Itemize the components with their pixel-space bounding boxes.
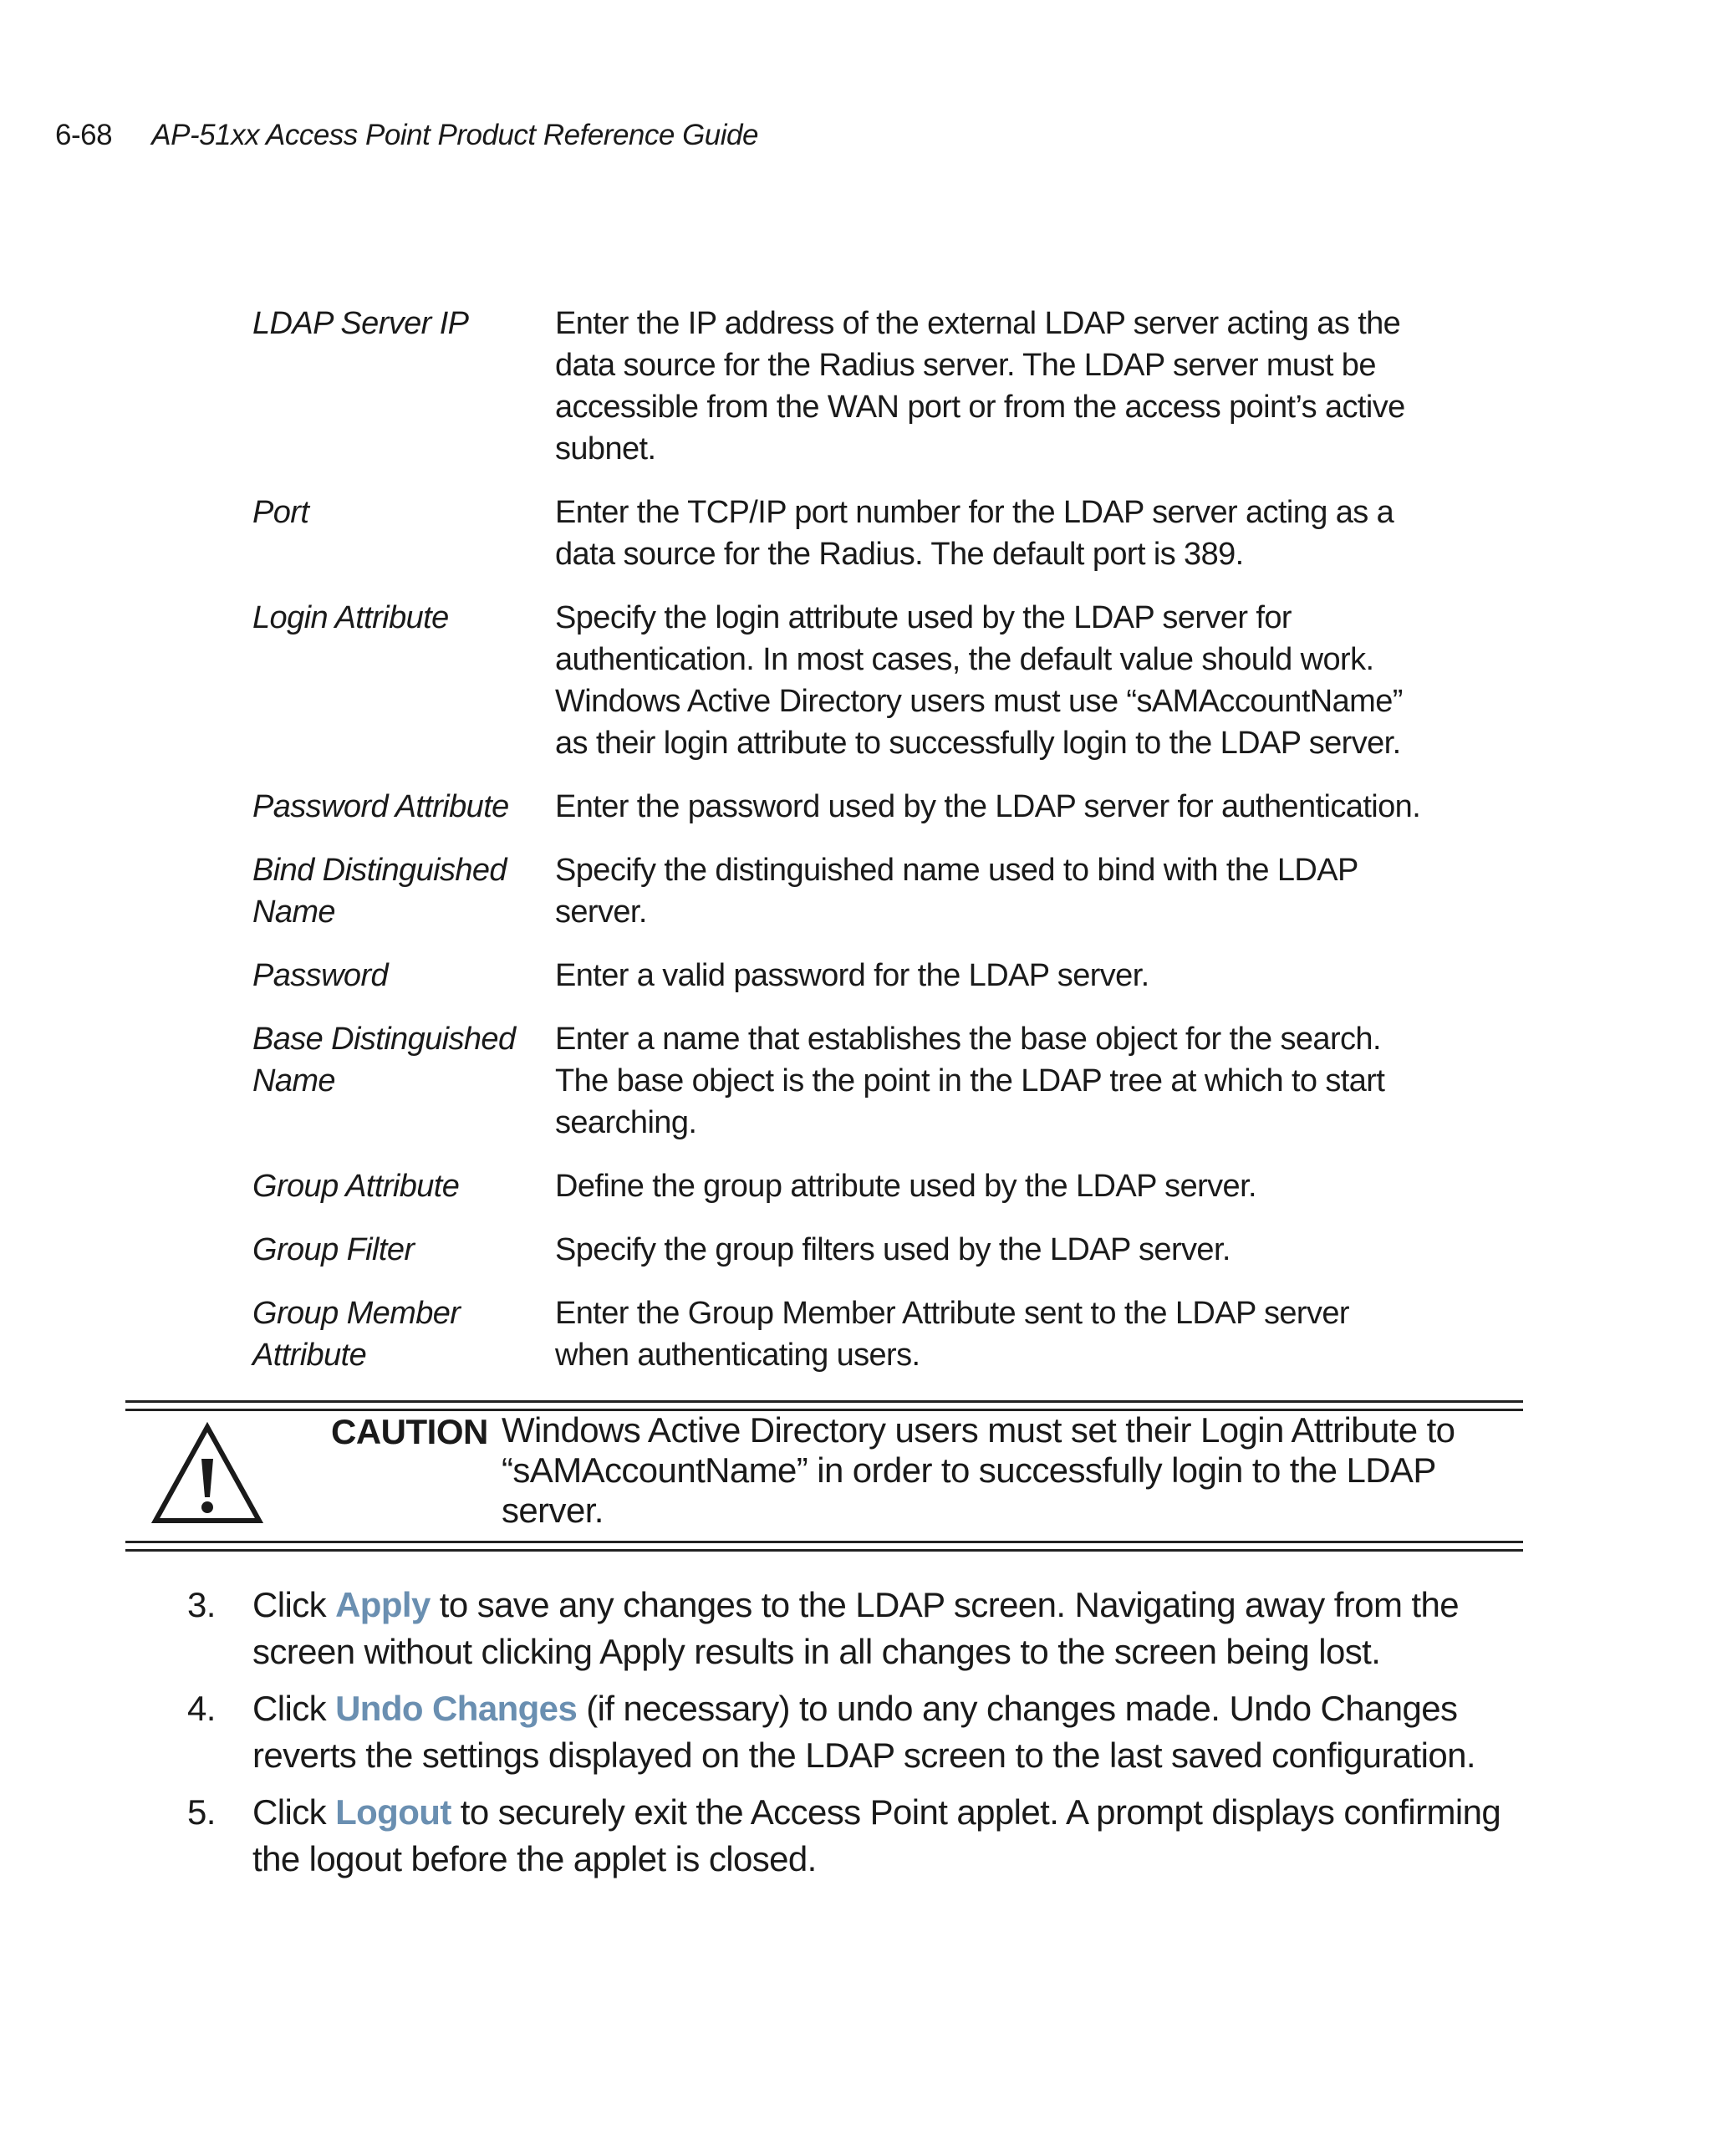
definition-term: Password <box>252 958 389 993</box>
procedure-steps <box>187 1582 1541 1893</box>
definition-term: Group Filter <box>252 1232 415 1267</box>
definition-row <box>252 303 1439 470</box>
definition-term: Group Member Attribute <box>252 1296 461 1373</box>
caution-box <box>125 1400 1523 1551</box>
step-item <box>187 1789 1541 1883</box>
step-text <box>252 1582 1540 1675</box>
step-text <box>252 1685 1540 1779</box>
step-rest: to save any changes to the LDAP screen. Navigating away from the screen without clicking Apply results in all changes to the screen being lost. <box>252 1585 1460 1671</box>
caution-top-rule <box>125 1400 1523 1403</box>
step-number: 5. <box>187 1792 216 1832</box>
warning-triangle-icon <box>150 1422 264 1526</box>
definition-description: Enter the IP address of the external LDAP server acting as the data source for the Radius server. The LDAP server must be accessible from the WAN port or from the access point’s active subnet. <box>555 306 1405 466</box>
definition-row <box>252 1018 1439 1144</box>
undo-changes-term: Undo Changes <box>335 1689 578 1728</box>
step-item <box>187 1582 1541 1675</box>
guide-title: AP-51xx Access Point Product Reference Guide <box>151 119 758 151</box>
step-number: 4. <box>187 1689 216 1728</box>
page-number: 6-68 <box>55 119 113 151</box>
apply-term: Apply <box>335 1585 431 1624</box>
caution-label: CAUTION <box>331 1412 488 1451</box>
step-prefix: Click <box>252 1585 336 1624</box>
definition-row <box>252 492 1439 575</box>
definition-term: Base Distinguished Name <box>252 1022 516 1098</box>
page-header <box>55 119 758 152</box>
definition-row <box>252 597 1439 764</box>
caution-text: Windows Active Directory users must set their Login Attribute to “sAMAccountName” in order to successfully login to the LDAP server. <box>502 1410 1455 1530</box>
definition-table <box>252 303 1439 1398</box>
definition-term: Password Attribute <box>252 789 509 824</box>
definition-description: Specify the login attribute used by the LDAP server for authentication. In most cases, the default value should work. Windows Active Directory users must use “sAMAccountName” as their login attribute to successfully login to the LDAP server. <box>555 600 1403 761</box>
definition-description: Specify the distinguished name used to bind with the LDAP server. <box>555 853 1358 930</box>
definition-row <box>252 1165 1439 1207</box>
definition-term: Group Attribute <box>252 1169 460 1204</box>
step-item <box>187 1685 1541 1779</box>
definition-term: Bind Distinguished Name <box>252 853 507 930</box>
definition-row <box>252 1292 1439 1376</box>
definition-description: Enter the Group Member Attribute sent to the LDAP server when authenticating users. <box>555 1296 1349 1373</box>
caution-bottom-rule <box>125 1541 1523 1543</box>
definition-term: Login Attribute <box>252 600 449 635</box>
step-rest: (if necessary) to undo any changes made. Undo Changes reverts the settings displayed on the LDAP screen to the last saved configuration. <box>252 1689 1475 1775</box>
logout-term: Logout <box>335 1792 451 1832</box>
step-rest: to securely exit the Access Point applet. A prompt displays confirming the logout before the applet is closed. <box>252 1792 1501 1878</box>
definition-row <box>252 786 1439 828</box>
step-prefix: Click <box>252 1689 336 1728</box>
definition-term: Port <box>252 495 309 530</box>
definition-row <box>252 1229 1439 1271</box>
definition-description: Enter the password used by the LDAP server for authentication. <box>555 789 1421 824</box>
definition-term: LDAP Server IP <box>252 306 469 341</box>
definition-description: Enter the TCP/IP port number for the LDAP server acting as a data source for the Radius. The default port is 389. <box>555 495 1394 572</box>
definition-description: Specify the group filters used by the LDAP server. <box>555 1232 1230 1267</box>
step-text <box>252 1789 1540 1883</box>
definition-description: Enter a name that establishes the base object for the search. The base object is the point in the LDAP tree at which to start searching. <box>555 1022 1385 1140</box>
step-prefix: Click <box>252 1792 336 1832</box>
definition-description: Enter a valid password for the LDAP server. <box>555 958 1149 993</box>
definition-row <box>252 955 1439 996</box>
step-number: 3. <box>187 1585 216 1624</box>
caution-bottom-rule <box>125 1549 1523 1552</box>
definition-row <box>252 849 1439 933</box>
definition-description: Define the group attribute used by the LDAP server. <box>555 1169 1257 1204</box>
